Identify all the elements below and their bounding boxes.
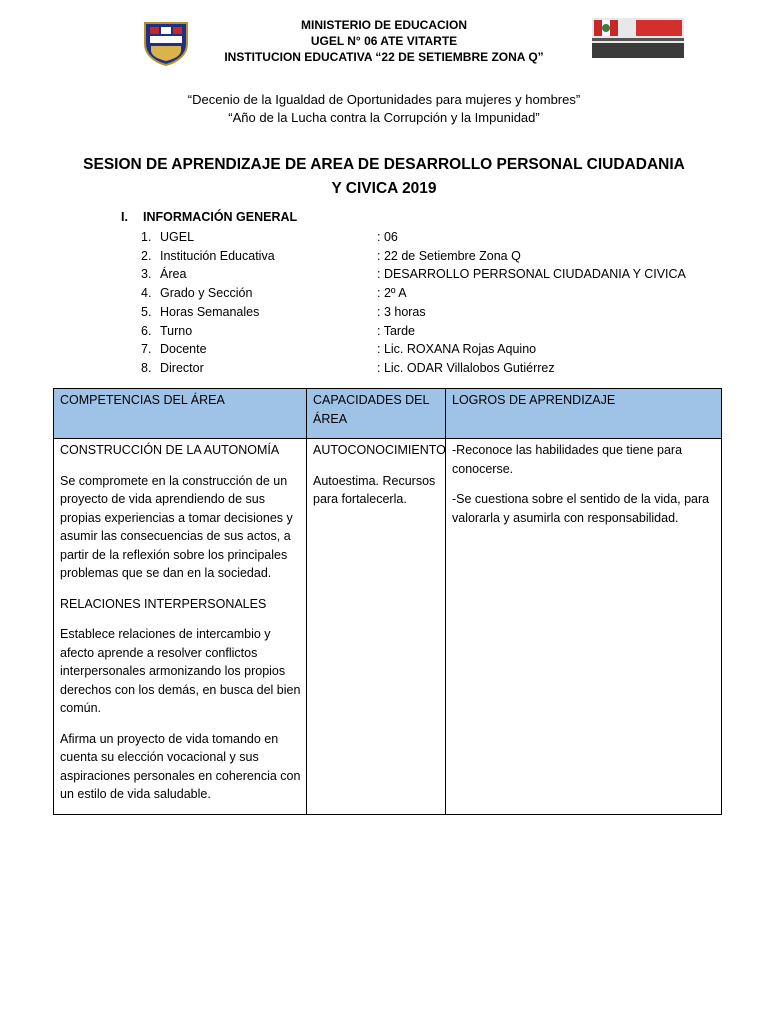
info-item-area — [141, 265, 686, 284]
competencia-paragraph: Afirma un proyecto de vida tomando en cuenta su elección vocacional y sus aspiraciones personales en coherencia con un estilo de vida saludable. — [60, 731, 301, 801]
item-number: 8. — [141, 360, 152, 375]
item-number: 7. — [141, 342, 152, 357]
section-number: I. — [121, 210, 128, 224]
capacidades-cell — [307, 439, 446, 815]
table-row — [54, 439, 722, 815]
info-item-director — [141, 359, 686, 378]
item-label: Horas Semanales — [160, 304, 260, 319]
logro-paragraph: -Reconoce las habilidades que tiene para conocerse. — [452, 443, 683, 476]
item-value: : Tarde — [377, 323, 415, 338]
item-value: : 3 horas — [377, 304, 426, 319]
item-number: 5. — [141, 304, 152, 319]
info-item-docente — [141, 340, 686, 359]
section-title: INFORMACIÓN GENERAL — [143, 210, 298, 224]
item-label: Área — [160, 267, 187, 282]
competencias-table — [53, 388, 722, 815]
competencia-paragraph: CONSTRUCCIÓN DE LA AUTONOMÍA — [60, 443, 280, 457]
item-label: Grado y Sección — [160, 286, 253, 301]
ministry-name: MINISTERIO DE EDUCACION — [300, 18, 467, 32]
item-number: 2. — [141, 248, 152, 263]
info-item-horas — [141, 303, 686, 322]
header-logros: LOGROS DE APRENDIZAJE — [446, 389, 722, 439]
item-number: 4. — [141, 286, 152, 301]
item-label: Institución Educativa — [160, 248, 275, 263]
item-label: UGEL — [160, 230, 195, 244]
institution-header — [200, 17, 568, 65]
item-value: : Lic. ROXANA Rojas Aquino — [377, 342, 537, 357]
info-item-institucion — [141, 247, 686, 266]
competencias-cell — [54, 439, 307, 815]
item-value: : Lic. ODAR Villalobos Gutiérrez — [377, 360, 555, 375]
item-value: : 22 de Setiembre Zona Q — [377, 248, 521, 263]
school-name: INSTITUCION EDUCATIVA “22 DE SETIEMBRE ZONA Q” — [224, 50, 544, 64]
item-number: 3. — [141, 267, 152, 282]
motto-block — [100, 91, 668, 127]
info-item-ugel — [141, 228, 686, 247]
document-title — [60, 153, 708, 201]
ugel-peru-logo — [592, 18, 684, 58]
item-number: 6. — [141, 323, 152, 338]
item-label: Director — [160, 360, 204, 375]
item-number: 1. — [141, 230, 152, 244]
capacidad-paragraph: AUTOCONOCIMIENTO — [313, 443, 446, 457]
item-value: : 06 — [377, 230, 398, 244]
title-line: Y CIVICA 2019 — [331, 180, 437, 197]
header-competencias: COMPETENCIAS DEL ÁREA — [54, 389, 307, 439]
ugel-name: UGEL N° 06 ATE VITARTE — [310, 34, 458, 48]
info-item-turno — [141, 322, 686, 341]
competencia-paragraph: Establece relaciones de intercambio y afecto aprende a resolver conflictos interpersonales armonizando los propios derechos con los demás, en busca del bien común. — [60, 627, 301, 715]
motto-line: “Año de la Lucha contra la Corrupción y la Impunidad” — [228, 110, 540, 125]
logro-paragraph: -Se cuestiona sobre el sentido de la vida, para valorarla y asumirla con responsabilidad. — [452, 492, 710, 525]
section-heading — [121, 210, 297, 224]
capacidad-paragraph: Autoestima. Recursos para fortalecerla. — [313, 473, 436, 506]
competencia-paragraph: RELACIONES INTERPERSONALES — [60, 596, 267, 611]
header-capacidades: CAPACIDADES DEL ÁREA — [307, 389, 446, 439]
item-value: : DESARROLLO PERRSONAL CIUDADANIA Y CIVICA — [377, 267, 686, 282]
info-item-grado — [141, 284, 686, 303]
item-label: Turno — [160, 323, 193, 338]
general-info-list — [141, 228, 686, 378]
competencia-paragraph: Se compromete en la construcción de un proyecto de vida aprendiendo de sus propias experiencias a tomar decisiones y asumir las consecuencias de sus actos, a partir de la reflexión sobre los principales problemas que se dan en la sociedad. — [60, 473, 293, 580]
title-line: SESION DE APRENDIZAJE DE AREA DE DESARROLLO PERSONAL CIUDADANIA — [83, 156, 685, 173]
logros-cell — [446, 439, 722, 815]
motto-line: “Decenio de la Igualdad de Oportunidades para mujeres y hombres” — [187, 92, 581, 107]
item-label: Docente — [160, 342, 207, 357]
item-value: : 2º A — [377, 286, 407, 301]
table-header-row — [54, 389, 722, 439]
school-crest-logo — [141, 20, 191, 66]
